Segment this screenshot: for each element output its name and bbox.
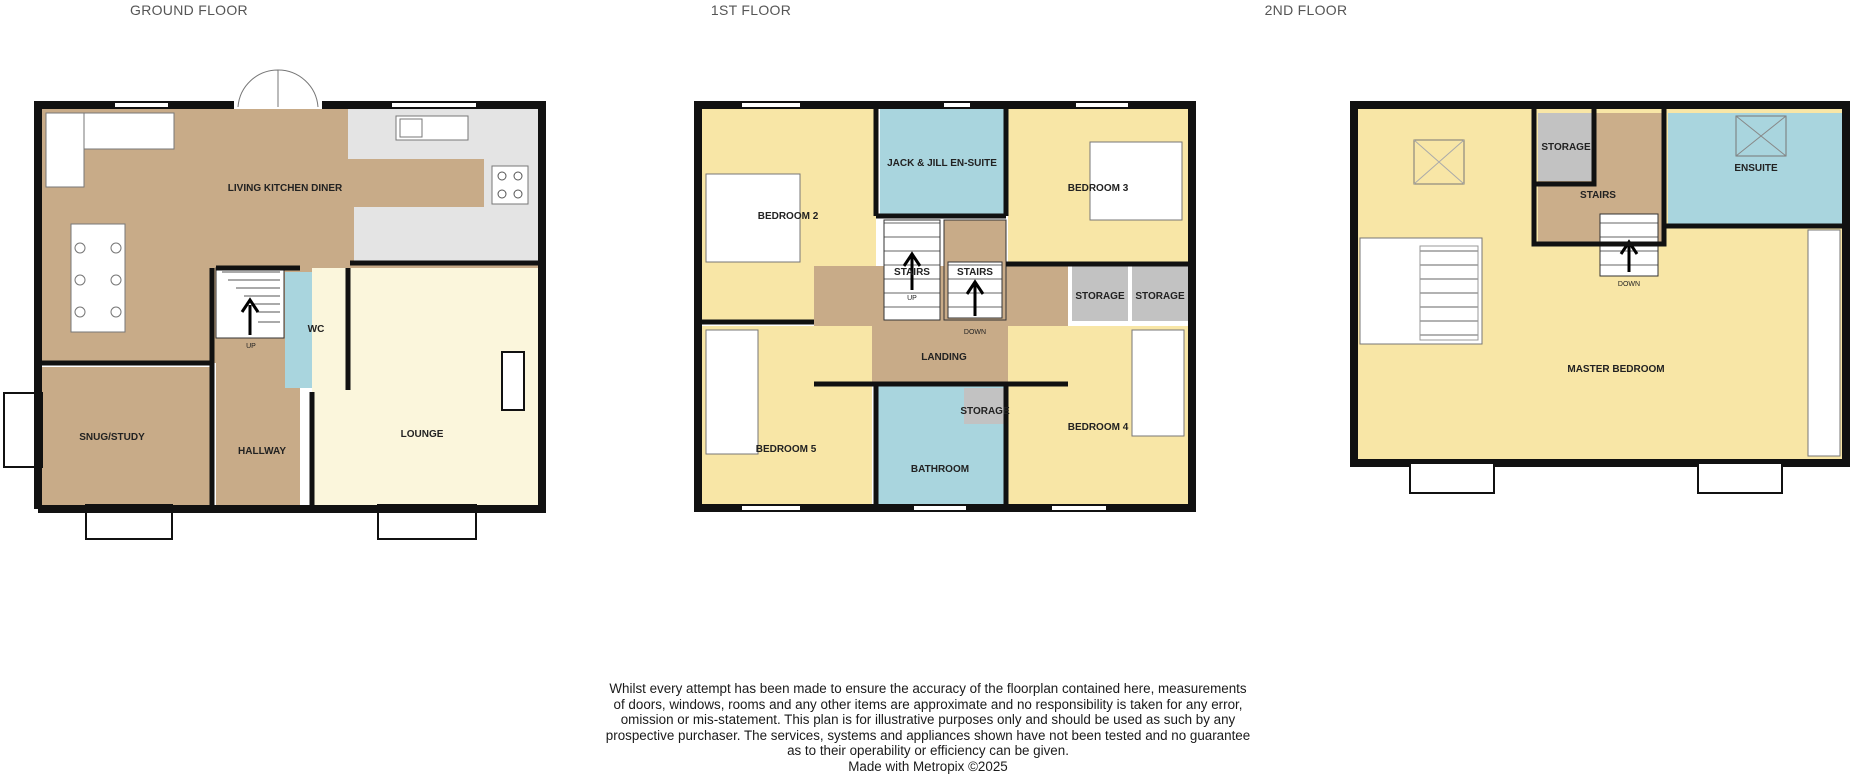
ground-stairs-up-label: UP	[246, 343, 256, 350]
ground-floor-plan	[4, 70, 542, 539]
master-bed-icon	[1360, 238, 1482, 344]
first-stairs-b-label: STAIRS	[957, 267, 993, 278]
jack-jill-ensuite-label: JACK & JILL EN-SUITE	[887, 158, 997, 169]
landing-label: LANDING	[921, 352, 967, 363]
patio-doors-icon	[238, 70, 318, 107]
second-storage-label: STORAGE	[1541, 142, 1591, 153]
ground-stairs	[216, 268, 284, 350]
first-floor-title: 1ST FLOOR	[710, 2, 792, 18]
disclaimer-line-3: omission or mis-statement. This plan is for illustrative purposes only and should be used as such by any	[620, 712, 1236, 728]
master-bedroom-label: MASTER BEDROOM	[1567, 364, 1665, 375]
ground-floor-title: GROUND FLOOR	[130, 2, 248, 18]
first-stairs-a-label: STAIRS	[894, 267, 930, 278]
bedroom-5-label: BEDROOM 5	[755, 444, 817, 455]
first-storage-1-label: STORAGE	[1075, 291, 1125, 302]
metropix-credit: Made with Metropix ©2025	[848, 758, 1008, 774]
wardrobe-icon	[1808, 230, 1840, 456]
bedroom-3-label: BEDROOM 3	[1067, 183, 1129, 194]
hallway-label: HALLWAY	[238, 446, 286, 457]
first-floor-plan	[698, 105, 1192, 508]
disclaimer-line-1: Whilst every attempt has been made to ensure the accuracy of the floorplan contained here, measurements	[609, 681, 1247, 696]
hob-icon	[492, 166, 528, 204]
first-storage-3-label: STORAGE	[960, 406, 1010, 417]
first-storage-2-label: STORAGE	[1135, 291, 1185, 302]
wc-label: WC	[307, 324, 325, 335]
first-stairs-down	[944, 220, 1006, 336]
living-kitchen-diner-label: LIVING KITCHEN DINER	[227, 183, 343, 194]
fireplace-icon	[502, 352, 524, 410]
first-down-label: DOWN	[963, 329, 987, 336]
sink-icon	[396, 116, 468, 140]
second-bay-window-left	[1410, 463, 1494, 493]
second-stairs-label: STAIRS	[1580, 190, 1616, 201]
lounge-label: LOUNGE	[400, 429, 444, 440]
disclaimer	[568, 681, 1288, 775]
snug-study-label: SNUG/STUDY	[79, 432, 145, 443]
bathroom-label: BATHROOM	[910, 464, 970, 475]
first-up-label: UP	[907, 295, 917, 302]
second-floor-plan	[1354, 105, 1846, 493]
bedroom-4-label: BEDROOM 4	[1067, 422, 1129, 433]
second-down-label: DOWN	[1617, 281, 1641, 288]
second-floor-title: 2ND FLOOR	[1264, 2, 1348, 18]
disclaimer-line-4: prospective purchaser. The services, systems and appliances shown have not been tested and no guarantee	[605, 727, 1251, 743]
dining-table-icon	[71, 224, 125, 332]
disclaimer-line-2: of doors, windows, rooms and any other items are approximate and no responsibility is taken for any error,	[613, 696, 1243, 712]
second-bay-window-right	[1698, 463, 1782, 493]
bedroom-2-label: BEDROOM 2	[757, 211, 819, 222]
second-ensuite-label: ENSUITE	[1734, 163, 1778, 174]
disclaimer-line-5: as to their operability or efficiency can be given.	[787, 743, 1069, 759]
